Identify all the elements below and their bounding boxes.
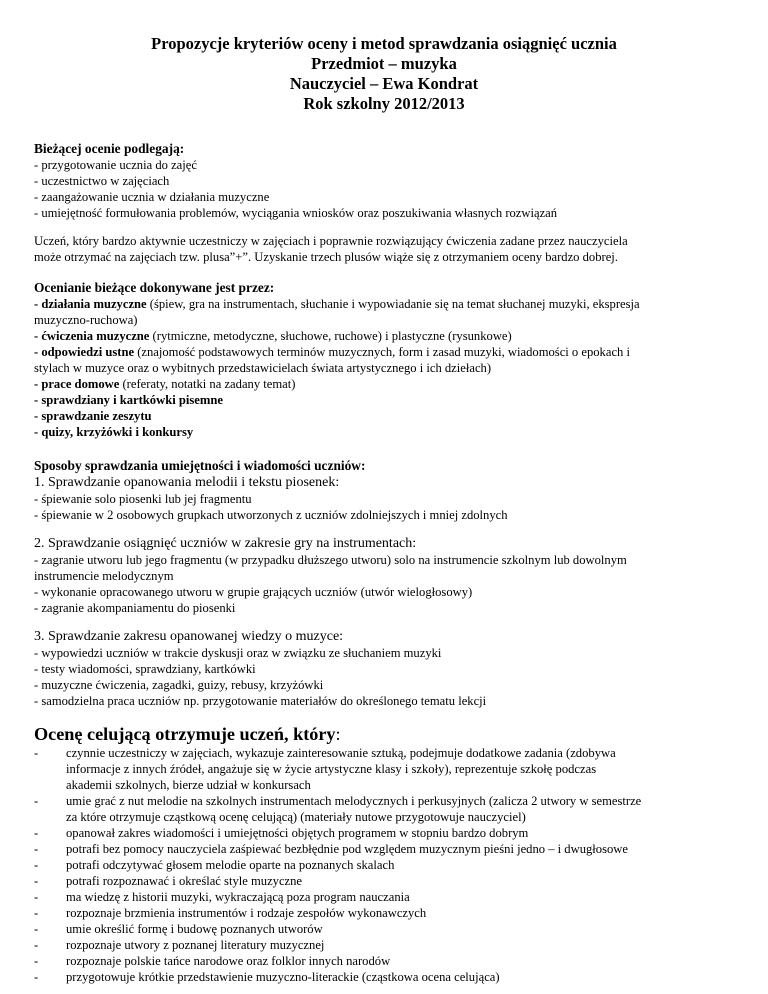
criteria-item <box>34 921 744 937</box>
subsection-line: - testy wiadomości, sprawdziany, kartkówki <box>34 662 256 676</box>
list-dash: - <box>34 970 39 984</box>
subject-line: Przedmiot – muzyka <box>311 54 457 73</box>
current-item: - uczestnictwo w zajęciach <box>34 174 170 188</box>
list-dash: - <box>34 906 39 920</box>
subsection-title: 1. Sprawdzanie opanowania melodii i tekstu piosenek: <box>34 475 340 490</box>
current-assessment-heading: Bieżącej ocenie podlegają: <box>34 141 185 156</box>
subsection-title: 2. Sprawdzanie osiągnięć uczniów w zakresie gry na instrumentach: <box>34 536 417 551</box>
assessment-item <box>34 328 744 344</box>
assessment-item-title: - quizy, krzyżówki i konkursy <box>34 425 194 439</box>
assessment-item-detail: (śpiew, gra na instrumentach, słuchanie i wypowiadanie się na temat słuchanej muzyki, ekspresja <box>146 297 640 311</box>
checking-methods-heading: Sposoby sprawdzania umiejętności i wiadomości uczniów: <box>34 458 366 473</box>
criteria-line: czynnie uczestniczy w zajęciach, wykazuje zainteresowanie sztuką, podejmuje dodatkowe zadania (zdobywa <box>66 746 616 760</box>
grade-excellent-section <box>34 723 744 985</box>
subsection-line: - zagranie akompaniamentu do piosenki <box>34 601 236 615</box>
paragraph-line: może otrzymać na zajęciach tzw. plusa”+”. Uzyskanie trzech plusów wiąże się z otrzymaniem oceny bardzo dobrej. <box>34 250 618 264</box>
assessment-item-title: - sprawdzanie zeszytu <box>34 409 152 423</box>
list-dash: - <box>34 874 39 888</box>
current-assessment-section <box>34 140 744 265</box>
criteria-item <box>34 937 744 953</box>
criteria-item <box>34 905 744 921</box>
list-dash: - <box>34 746 39 760</box>
subsection-line: - muzyczne ćwiczenia, zagadki, guizy, rebusy, krzyżówki <box>34 678 324 692</box>
assessment-item-continuation: stylach w muzyce oraz o wybitnych przedstawicielach świata artystycznego i ich dziełach) <box>34 361 492 375</box>
checking-subsection <box>34 474 744 523</box>
subsection-line: instrumencie melodycznym <box>34 569 174 583</box>
list-dash: - <box>34 938 39 952</box>
criteria-item <box>34 745 744 793</box>
subsection-line: - samodzielna praca uczniów np. przygotowanie materiałów do określonego tematu lekcji <box>34 694 487 708</box>
criteria-line: opanował zakres wiadomości i umiejętności objętych programem w stopniu bardzo dobrym <box>66 826 529 840</box>
assessment-heading: Ocenianie bieżące dokonywane jest przez: <box>34 280 275 295</box>
assessment-item-detail: (rytmiczne, metodyczne, słuchowe, ruchowe) i plastyczne (rysunkowe) <box>149 329 512 343</box>
assessment-item-detail: (znajomość podstawowych terminów muzycznych, form i zasad muzyki, wiadomości o epokach i <box>134 345 630 359</box>
grade-excellent-heading <box>34 723 744 745</box>
assessment-methods-section <box>34 279 744 440</box>
criteria-line: potrafi rozpoznawać i określać style muzyczne <box>66 874 303 888</box>
assessment-item-title: - prace domowe <box>34 377 120 391</box>
criteria-line: informacje z innych źródeł, angażuje się w życie artystyczne klasy i szkoły), reprezentuje szkołę podczas <box>66 762 597 776</box>
criteria-line: za które otrzymuje cząstkową ocenę celującą) (materiały nutowe przygotowuje nauczyciel) <box>66 810 526 824</box>
checking-subsection <box>34 535 744 616</box>
criteria-line: akademii szkolnych, bierze udział w konkursach <box>66 778 311 792</box>
criteria-item <box>34 889 744 905</box>
criteria-item <box>34 969 744 985</box>
assessment-item-title: - sprawdziany i kartkówki pisemne <box>34 393 223 407</box>
criteria-line: rozpoznaje polskie tańce narodowe oraz folklor innych narodów <box>66 954 391 968</box>
assessment-item <box>34 376 744 392</box>
checking-methods-section <box>34 457 744 709</box>
current-item: - zaangażowanie ucznia w działania muzyczne <box>34 190 270 204</box>
list-dash: - <box>34 922 39 936</box>
criteria-line: ma wiedzę z historii muzyki, wykraczającą poza program nauczania <box>66 890 410 904</box>
list-dash: - <box>34 842 39 856</box>
list-dash: - <box>34 858 39 872</box>
paragraph-line: Uczeń, który bardzo aktywnie uczestniczy w zajęciach i poprawnie rozwiązujący ćwiczenia zadane przez nauczyciela <box>34 234 628 248</box>
assessment-item <box>34 344 744 360</box>
assessment-item-title: - ćwiczenia muzyczne <box>34 329 150 343</box>
criteria-line: potrafi odczytywać głosem melodie oparte na poznanych skalach <box>66 858 395 872</box>
subsection-line: - zagranie utworu lub jego fragmentu (w przypadku dłuższego utworu) solo na instrumencie szkolnym lub dowolnym <box>34 553 627 567</box>
heading-colon: : <box>335 724 341 744</box>
criteria-line: przygotowuje krótkie przedstawienie muzyczno-literackie (cząstkowa ocena celująca) <box>66 970 500 984</box>
document-body <box>34 140 744 985</box>
subsection-title: 3. Sprawdzanie zakresu opanowanej wiedzy o muzyce: <box>34 629 344 644</box>
criteria-item <box>34 953 744 969</box>
teacher-line: Nauczyciel – Ewa Kondrat <box>289 74 479 93</box>
criteria-item <box>34 793 744 825</box>
subsection-line: - wykonanie opracowanego utworu w grupie grających uczniów (utwór wielogłosowy) <box>34 585 473 599</box>
assessment-item-continuation: muzyczno-ruchowa) <box>34 313 138 327</box>
assessment-item <box>34 296 744 312</box>
criteria-line: umie określić formę i budowę poznanych utworów <box>66 922 323 936</box>
criteria-item <box>34 841 744 857</box>
subsection-line: - śpiewanie w 2 osobowych grupkach utworzonych z uczniów zdolniejszych i mniej zdolnych <box>34 508 508 522</box>
document-title: Propozycje kryteriów oceny i metod sprawdzania osiągnięć ucznia <box>151 34 617 53</box>
current-item: - przygotowanie ucznia do zajęć <box>34 158 197 172</box>
current-item: - umiejętność formułowania problemów, wyciągania wniosków oraz poszukiwania własnych rozwiązań <box>34 206 558 220</box>
grade-excellent-list <box>34 745 744 985</box>
checking-subsection <box>34 628 744 709</box>
assessment-item-title: - odpowiedzi ustne <box>34 345 135 359</box>
criteria-item <box>34 857 744 873</box>
assessment-item-title: - działania muzyczne <box>34 297 147 311</box>
school-year-line: Rok szkolny 2012/2013 <box>303 94 465 113</box>
criteria-line: potrafi bez pomocy nauczyciela zaśpiewać bezbłędnie pod względem muzycznym pieśni jedno – i dwugłosowe <box>66 842 628 856</box>
subsection-line: - wypowiedzi uczniów w trakcie dyskusji oraz w związku ze słuchaniem muzyki <box>34 646 442 660</box>
assessment-item-detail: (referaty, notatki na zadany temat) <box>119 377 296 391</box>
criteria-line: rozpoznaje utwory z poznanej literatury muzycznej <box>66 938 325 952</box>
criteria-item <box>34 825 744 841</box>
plus-rule-paragraph <box>34 233 744 265</box>
criteria-line: rozpoznaje brzmienia instrumentów i rodzaje zespołów wykonawczych <box>66 906 427 920</box>
list-dash: - <box>34 794 39 808</box>
criteria-item <box>34 873 744 889</box>
list-dash: - <box>34 890 39 904</box>
document-header <box>0 34 768 114</box>
list-dash: - <box>34 826 39 840</box>
grade-excellent-heading-text: Ocenę celującą otrzymuje uczeń, który <box>34 724 336 744</box>
subsection-line: - śpiewanie solo piosenki lub jej fragmentu <box>34 492 252 506</box>
criteria-line: umie grać z nut melodie na szkolnych instrumentach melodycznych i perkusyjnych (zalicza 2 utwory w semestrze <box>66 794 642 808</box>
list-dash: - <box>34 954 39 968</box>
